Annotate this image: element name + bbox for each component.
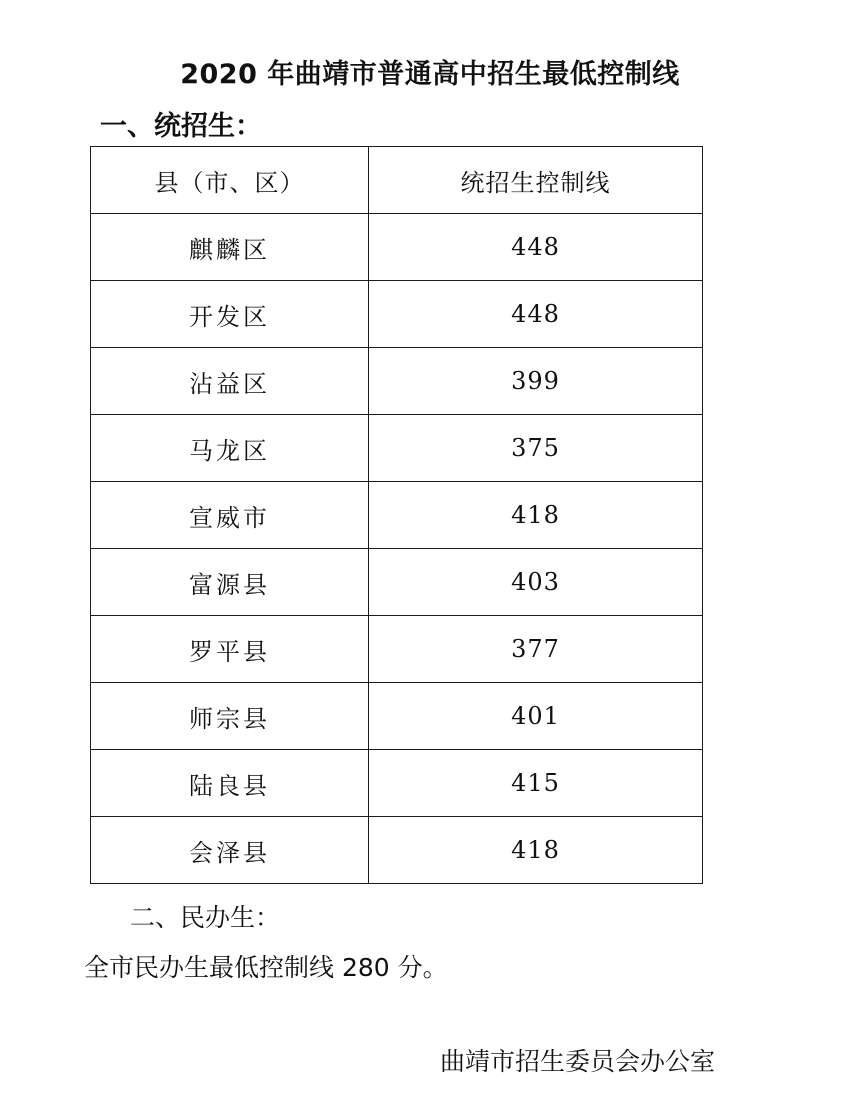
score-cell: 375: [369, 415, 703, 482]
score-cell: 448: [369, 214, 703, 281]
score-cell: 403: [369, 549, 703, 616]
table-row: [91, 750, 703, 817]
area-cell: 师宗县: [91, 683, 369, 750]
table-row: [91, 549, 703, 616]
area-cell: 罗平县: [91, 616, 369, 683]
table-row: [91, 482, 703, 549]
score-cell: 418: [369, 482, 703, 549]
score-cell: 401: [369, 683, 703, 750]
area-cell: 马龙区: [91, 415, 369, 482]
area-cell: 沾益区: [91, 348, 369, 415]
table-row: [91, 616, 703, 683]
area-cell: 会泽县: [91, 817, 369, 884]
score-cell: 377: [369, 616, 703, 683]
area-cell: 宣威市: [91, 482, 369, 549]
area-cell: 麒麟区: [91, 214, 369, 281]
area-cell: 开发区: [91, 281, 369, 348]
score-cell: 448: [369, 281, 703, 348]
column-header-score: 统招生控制线: [369, 147, 703, 214]
table-row: [91, 817, 703, 884]
private-school-note: 全市民办生最低控制线 280 分。: [84, 953, 448, 982]
score-cell: 399: [369, 348, 703, 415]
column-header-area: 县（市、区）: [91, 147, 369, 214]
table-row: [91, 281, 703, 348]
area-cell: 陆良县: [91, 750, 369, 817]
table-header-row: [91, 147, 703, 214]
section-heading-private: 二、民办生：: [130, 903, 281, 932]
table-row: [91, 683, 703, 750]
score-cell: 418: [369, 817, 703, 884]
table-row: [91, 214, 703, 281]
table-row: [91, 415, 703, 482]
document-title: 2020 年曲靖市普通高中招生最低控制线: [180, 59, 680, 90]
table-row: [91, 348, 703, 415]
section-heading-unified: 一、统招生：: [100, 111, 262, 142]
area-cell: 富源县: [91, 549, 369, 616]
issuer-signature: 曲靖市招生委员会办公室: [440, 1047, 716, 1076]
score-table: [90, 146, 703, 884]
score-cell: 415: [369, 750, 703, 817]
